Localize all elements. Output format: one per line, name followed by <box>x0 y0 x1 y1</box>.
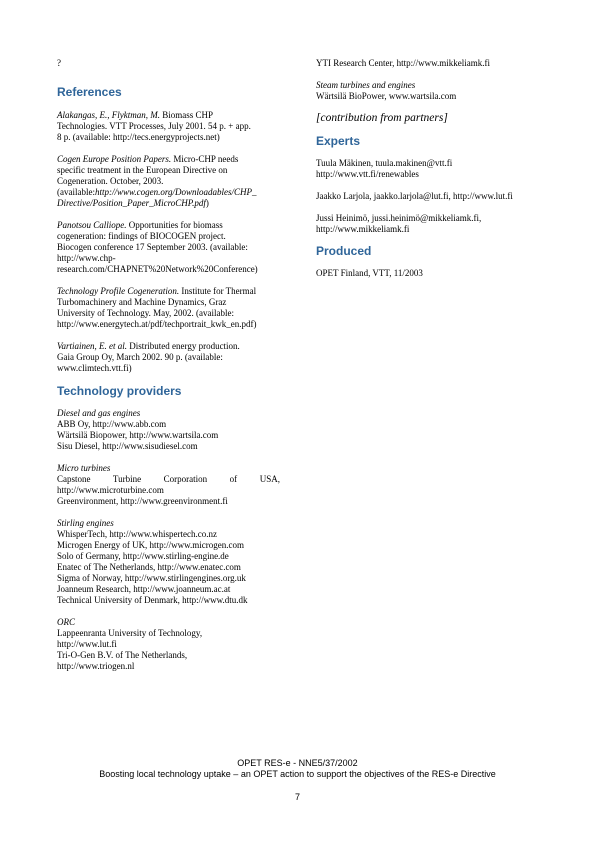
reference-line <box>57 198 280 209</box>
reference-text: Turbomachinery and Machine Dynamics, Graz <box>57 297 227 307</box>
reference-text: 8 p. (available: http://tecs.energyprojects.net) <box>57 132 220 142</box>
reference-line <box>57 176 280 187</box>
provider-line: Solo of Germany, http://www.stirling-engine.de <box>57 551 229 561</box>
reference-text: Panotsou Calliope. <box>57 220 127 230</box>
expert-entry <box>316 191 538 202</box>
reference-text: Technologies. VTT Processes, July 2001. 54 p. + app. <box>57 121 251 131</box>
provider-group <box>57 617 280 672</box>
reference-text: Biomass CHP <box>159 110 213 120</box>
provider-line: http://www.lut.fi <box>57 639 117 649</box>
experts-heading: Experts <box>316 134 361 148</box>
reference-text: Alakangas, E., Flyktman, M. <box>57 110 160 120</box>
expert-line: Jussi Heinimö, jussi.heinimö@mikkeliamk.fi, <box>316 213 482 223</box>
reference-line <box>57 110 280 121</box>
reference-text: research.com/CHAPNET%20Network%20Conference) <box>57 264 258 274</box>
reference-line <box>57 319 280 330</box>
left-column <box>57 58 280 672</box>
reference-text: University of Technology. May, 2002. (available: <box>57 308 234 318</box>
provider-line: WhisperTech, http://www.whispertech.co.nz <box>57 529 217 539</box>
reference-line <box>57 121 280 132</box>
reference-text: www.climtech.vtt.fi) <box>57 363 132 373</box>
question-mark: ? <box>57 58 61 68</box>
reference-entry <box>57 110 280 143</box>
provider-line: Lappeenranta University of Technology, <box>57 628 203 638</box>
reference-text: Technology Profile Cogeneration. <box>57 286 180 296</box>
provider-group-title: ORC <box>57 617 75 627</box>
reference-text: http://www.cogen.org/Downloadables/CHP_ <box>94 187 257 197</box>
steam-turbines-title: Steam turbines and engines <box>316 80 416 90</box>
expert-entry <box>316 158 538 180</box>
expert-line: http://www.mikkeliamk.fi <box>316 224 410 234</box>
reference-text: specific treatment in the European Directive on <box>57 165 228 175</box>
reference-line <box>57 154 280 165</box>
reference-text: Directive/Position_Paper_MicroCHP.pdf <box>57 198 206 208</box>
reference-text: (available: <box>57 187 95 197</box>
reference-text: http://www.chp- <box>57 253 116 263</box>
provider-group <box>57 408 280 452</box>
provider-group <box>57 518 280 606</box>
produced-heading: Produced <box>316 244 372 258</box>
produced-text: OPET Finland, VTT, 11/2003 <box>316 268 423 278</box>
provider-line: http://www.microturbine.com <box>57 485 164 495</box>
provider-line: Sisu Diesel, http://www.sisudiesel.com <box>57 441 198 451</box>
reference-line <box>57 165 280 176</box>
provider-line: Technical University of Denmark, http://www.dtu.dk <box>57 595 248 605</box>
provider-group-title: Diesel and gas engines <box>57 408 141 418</box>
reference-text: Cogeneration. October, 2003. <box>57 176 164 186</box>
reference-line <box>57 286 280 297</box>
provider-line: Microgen Energy of UK, http://www.microgen.com <box>57 540 244 550</box>
provider-line: Enatec of The Netherlands, http://www.enatec.com <box>57 562 241 572</box>
references-list <box>57 110 280 374</box>
expert-line: Tuula Mäkinen, tuula.makinen@vtt.fi <box>316 158 453 168</box>
reference-line <box>57 352 280 363</box>
reference-text: cogeneration: findings of BIOCOGEN project. <box>57 231 226 241</box>
reference-line <box>57 341 280 352</box>
reference-line <box>57 187 280 198</box>
technology-providers-list <box>57 408 280 672</box>
right-column <box>316 58 538 279</box>
steam-turbines-line: Wärtsilä BioPower, www.wartsila.com <box>316 91 457 101</box>
reference-text: Distributed energy production. <box>127 341 240 351</box>
reference-line <box>57 308 280 319</box>
expert-entry <box>316 213 538 235</box>
provider-line: Sigma of Norway, http://www.stirlingengines.org.uk <box>57 573 246 583</box>
reference-text: Cogen Europe Position Papers. <box>57 154 172 164</box>
provider-group-title: Micro turbines <box>57 463 111 473</box>
reference-line <box>57 264 280 275</box>
footer-tagline: Boosting local technology uptake – an OPET action to support the objectives of the RES-e Directive <box>99 769 496 779</box>
reference-line <box>57 363 280 374</box>
yti-research-center-line: YTI Research Center, http://www.mikkeliamk.fi <box>316 58 491 68</box>
reference-entry <box>57 220 280 275</box>
provider-line: Wärtsilä Biopower, http://www.wartsila.com <box>57 430 219 440</box>
references-heading: References <box>57 85 122 99</box>
reference-text: Biocogen conference 17 September 2003. (available: <box>57 242 248 252</box>
expert-line: Jaakko Larjola, jaakko.larjola@lut.fi, http://www.lut.fi <box>316 191 513 201</box>
reference-line <box>57 297 280 308</box>
provider-group <box>57 463 280 507</box>
reference-line <box>57 220 280 231</box>
reference-entry <box>57 286 280 330</box>
provider-line: http://www.triogen.nl <box>57 661 135 671</box>
reference-line <box>57 231 280 242</box>
page-footer <box>0 758 595 803</box>
provider-line: Joanneum Research, http://www.joanneum.ac.at <box>57 584 231 594</box>
provider-line: Tri-O-Gen B.V. of The Netherlands, <box>57 650 188 660</box>
footer-project-code: OPET RES-e - NNE5/37/2002 <box>237 758 358 768</box>
expert-line: http://www.vtt.fi/renewables <box>316 169 419 179</box>
reference-text: Micro-CHP needs <box>171 154 239 164</box>
reference-line <box>57 253 280 264</box>
provider-line: Greenvironment, http://www.greenvironment.fi <box>57 496 228 506</box>
provider-line: ABB Oy, http://www.abb.com <box>57 419 167 429</box>
reference-text: Institute for Thermal <box>179 286 257 296</box>
reference-line <box>57 132 280 143</box>
page-number: 7 <box>294 792 300 802</box>
provider-line: Capstone Turbine Corporation of USA, <box>57 474 280 484</box>
reference-text: http://www.energytech.at/pdf/techportrait_kwk_en.pdf) <box>57 319 257 329</box>
reference-text: Gaia Group Oy, March 2002. 90 p. (available: <box>57 352 223 362</box>
reference-text: Vartiainen, E. et al. <box>57 341 127 351</box>
provider-group-title: Stirling engines <box>57 518 114 528</box>
technology-providers-heading: Technology providers <box>57 384 182 398</box>
reference-line <box>57 242 280 253</box>
reference-text: Opportunities for biomass <box>126 220 223 230</box>
reference-text: ) <box>205 198 209 208</box>
experts-list <box>316 158 538 235</box>
reference-entry <box>57 341 280 374</box>
reference-entry <box>57 154 280 209</box>
contribution-note: [contribution from partners] <box>316 112 448 124</box>
